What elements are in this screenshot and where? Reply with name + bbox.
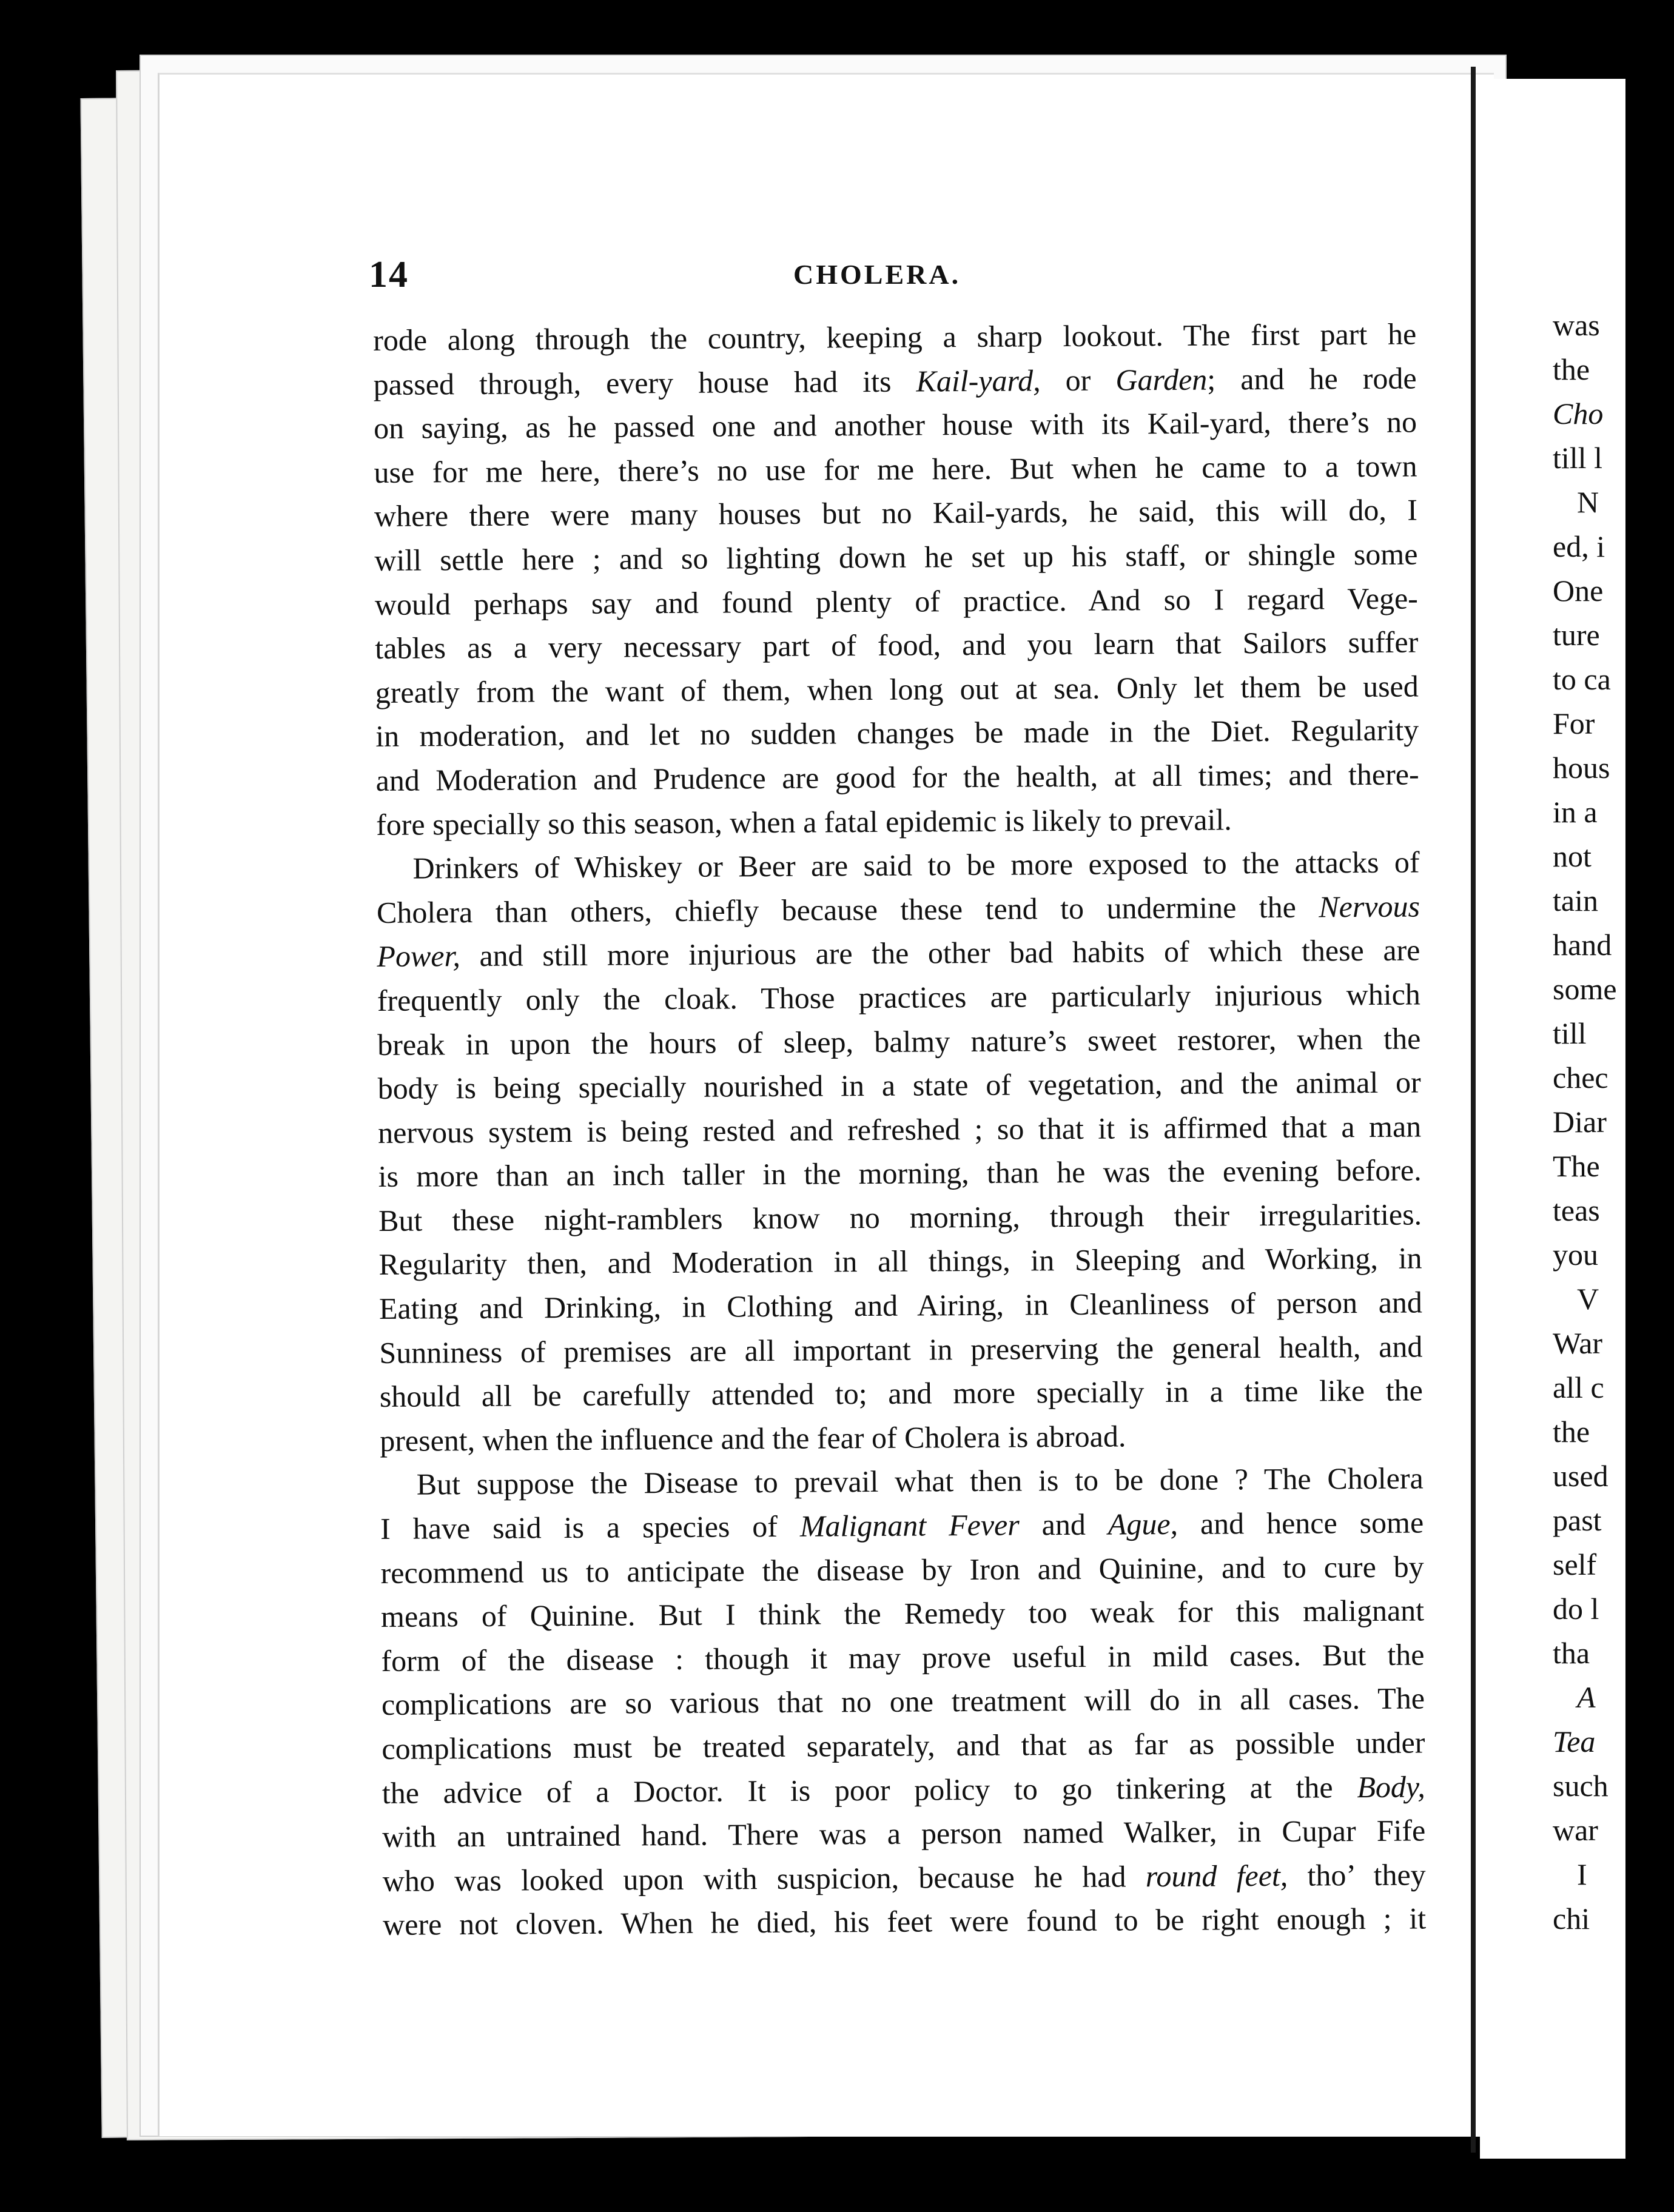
facing-text-line: ed, i [1553, 529, 1605, 563]
text-span: tables as a very necessary part of food, and you learn that Sailors suffer [375, 625, 1419, 666]
text-line [377, 1016, 1420, 1067]
text-span: Cholera than others, chiefly because these tend to undermine the [376, 890, 1319, 930]
facing-text-line: self [1553, 1547, 1597, 1581]
text-span: ; and he rode [1207, 361, 1417, 397]
text-span: Regularity then, and Moderation in all things, in Sleeping and Working, in [378, 1241, 1422, 1282]
facing-text-line: the [1553, 1415, 1590, 1449]
facing-text-line: For [1553, 706, 1595, 740]
facing-text-line: was [1553, 308, 1600, 342]
text-line [381, 1632, 1424, 1683]
text-span: and hence some [1177, 1505, 1424, 1541]
text-span: should all be carefully attended to; and more specially in a time like the [379, 1373, 1424, 1414]
italic-text: Malignant Fever [799, 1507, 1020, 1543]
text-line [381, 1589, 1424, 1639]
text-line [374, 488, 1417, 538]
text-span: on saying, as he passed one and another house with its Kail-yard, there’s no [373, 404, 1417, 446]
body-text [373, 312, 1426, 1946]
text-line [382, 1677, 1425, 1727]
text-span: fore specially so this season, when a fatal epidemic is likely to prevail. [375, 802, 1232, 842]
text-span: greatly from the want of them, when long out at sea. Only let them be used [375, 669, 1419, 709]
text-span: tho’ they [1288, 1857, 1426, 1892]
text-span: complications must be treated separately, and that as far as possible under [382, 1725, 1425, 1766]
text-line [380, 1412, 1423, 1463]
text-span: frequently only the cloak. Those practices are particularly injurious which [377, 977, 1421, 1017]
text-span: I have said is a species of [380, 1509, 801, 1546]
italic-text: round feet, [1145, 1858, 1288, 1894]
italic-text: Nervous [1319, 889, 1420, 924]
facing-text-line: tha [1553, 1636, 1590, 1670]
facing-text-line: used [1553, 1459, 1608, 1493]
italic-text: Power, [377, 939, 461, 974]
facing-text-line: chec [1553, 1061, 1608, 1094]
italic-text: Kail-yard, [916, 363, 1041, 398]
text-line [375, 664, 1419, 714]
text-span: use for me here, there’s no use for me here. But when he came to a town [374, 449, 1417, 489]
text-span: body is being specially nourished in a state of vegetation, and the animal or [377, 1065, 1421, 1106]
text-span: Drinkers of Whiskey or Beer are said to be more exposed to the attacks of [412, 845, 1420, 885]
text-line [382, 1765, 1425, 1815]
text-line [379, 1281, 1422, 1331]
facing-text-line: Diar [1553, 1105, 1607, 1139]
text-span: break in upon the hours of sleep, balmy nature’s sweet restorer, when the [377, 1021, 1421, 1062]
facing-text-line: The [1553, 1149, 1600, 1183]
text-line [378, 1061, 1421, 1111]
text-line [378, 1192, 1422, 1242]
text-span: and Moderation and Prudence are good for the health, at all times; and there- [375, 757, 1419, 797]
text-line [377, 928, 1420, 979]
text-line [380, 1544, 1424, 1595]
text-span: where there were many houses but no Kail-yards, he said, this will do, I [374, 492, 1418, 534]
facing-text-line: Cho [1553, 397, 1604, 431]
text-line [374, 400, 1417, 451]
facing-text-line: in a [1553, 795, 1598, 829]
facing-text-line: till l [1553, 441, 1602, 475]
text-span: Eating and Drinking, in Clothing and Airing, in Cleanliness of person and [378, 1285, 1423, 1326]
text-line [383, 1852, 1426, 1903]
facing-text-line: do l [1553, 1592, 1599, 1626]
text-line [374, 532, 1417, 582]
text-line [373, 356, 1416, 406]
facing-text-line: V [1577, 1282, 1599, 1316]
facing-text-line: I [1577, 1857, 1587, 1891]
text-span: the advice of a Doctor. It is poor policy to go tinkering at the [382, 1769, 1357, 1810]
running-title: CHOLERA. [793, 259, 961, 290]
text-span: recommend us to anticipate the disease by Iron and Quinine, and to cure by [380, 1549, 1424, 1590]
text-line [374, 444, 1417, 494]
text-span: rode along through the country, keeping a sharp lookout. The first part he [373, 317, 1417, 357]
text-span: But suppose the Disease to prevail what then is to be done ? The Cholera [416, 1461, 1424, 1502]
text-line [378, 1104, 1421, 1155]
text-line [380, 1456, 1424, 1507]
text-line [378, 1148, 1421, 1199]
text-span: or [1040, 363, 1116, 397]
facing-text-line: hous [1553, 751, 1610, 785]
facing-text-line: hand [1553, 928, 1612, 962]
facing-text-line: all c [1553, 1370, 1604, 1404]
text-span: will settle here ; and so lighting down he set up his staff, or shingle some [374, 537, 1418, 577]
text-span: form of the disease : though it may prove useful in mild cases. But the [381, 1637, 1425, 1678]
text-line [382, 1809, 1425, 1859]
facing-text-line: N [1577, 485, 1599, 519]
facing-text-line: teas [1553, 1193, 1600, 1227]
page-number: 14 [369, 254, 409, 295]
text-span: in moderation, and let no sudden changes be made in the Diet. Regularity [375, 712, 1419, 754]
facing-page-text [1553, 303, 1674, 1941]
text-line [378, 1236, 1422, 1287]
text-span: who was looked upon with suspicion, because he had [382, 1859, 1146, 1898]
facing-text-line: such [1553, 1769, 1608, 1803]
text-line [375, 752, 1419, 802]
facing-text-line: One [1553, 574, 1604, 608]
text-line [376, 840, 1419, 891]
text-span: passed through, every house had its [373, 364, 916, 401]
page-header [369, 253, 1400, 302]
text-line [383, 1897, 1426, 1947]
text-span: means of Quinine. But I think the Remedy too weak for this malignant [380, 1593, 1425, 1634]
facing-text-line: to ca [1553, 662, 1611, 696]
facing-text-line: the [1553, 352, 1590, 386]
text-line [380, 1500, 1424, 1550]
italic-text: Ague, [1108, 1506, 1178, 1541]
text-span: nervous system is being rested and refreshed ; so that it is affirmed that a man [378, 1109, 1422, 1150]
book-gutter [1471, 67, 1476, 2153]
facing-text-line: A [1577, 1680, 1596, 1714]
facing-text-line: Tea [1553, 1724, 1596, 1758]
text-span: and [1019, 1507, 1108, 1542]
text-line [375, 620, 1418, 671]
text-span: is more than an inch taller in the morning, than he was the evening before. [378, 1153, 1422, 1194]
facing-text-line: chi [1553, 1902, 1590, 1936]
text-line [377, 884, 1420, 934]
text-span: with an untrained hand. There was a person named Walker, in Cupar Fife [382, 1813, 1426, 1854]
text-line [375, 576, 1418, 626]
facing-text-line: war [1553, 1813, 1598, 1847]
italic-text: Body, [1357, 1769, 1425, 1804]
text-line [376, 796, 1419, 846]
text-line [375, 708, 1419, 759]
facing-text-line: not [1553, 839, 1592, 873]
text-span: present, when the influence and the fear of Cholera is abroad. [380, 1419, 1126, 1458]
facing-text-line: past [1553, 1503, 1602, 1537]
text-line [377, 972, 1420, 1022]
text-span: and still more injurious are the other bad habits of which these are [460, 933, 1420, 973]
text-span: complications are so various that no one treatment will do in all cases. The [381, 1681, 1425, 1722]
facing-text-line: tain [1553, 883, 1598, 917]
text-span: But these night-ramblers know no morning, through their irregularities. [378, 1197, 1422, 1238]
facing-text-line: ture [1553, 618, 1600, 652]
text-span: were not cloven. When he died, his feet were found to be right enough ; it [383, 1901, 1427, 1942]
text-line [379, 1324, 1422, 1375]
text-span: Sunniness of premises are all important in preserving the general health, and [379, 1329, 1423, 1370]
facing-text-line: you [1553, 1238, 1598, 1272]
facing-text-line: some [1553, 972, 1617, 1006]
text-line [373, 312, 1416, 362]
facing-text-line: War [1553, 1326, 1603, 1360]
text-span: would perhaps say and found plenty of practice. And so I regard Vege- [374, 581, 1419, 622]
text-line [382, 1720, 1425, 1771]
facing-text-line: till [1553, 1016, 1587, 1050]
italic-text: Garden [1115, 362, 1208, 397]
text-line [380, 1369, 1423, 1419]
